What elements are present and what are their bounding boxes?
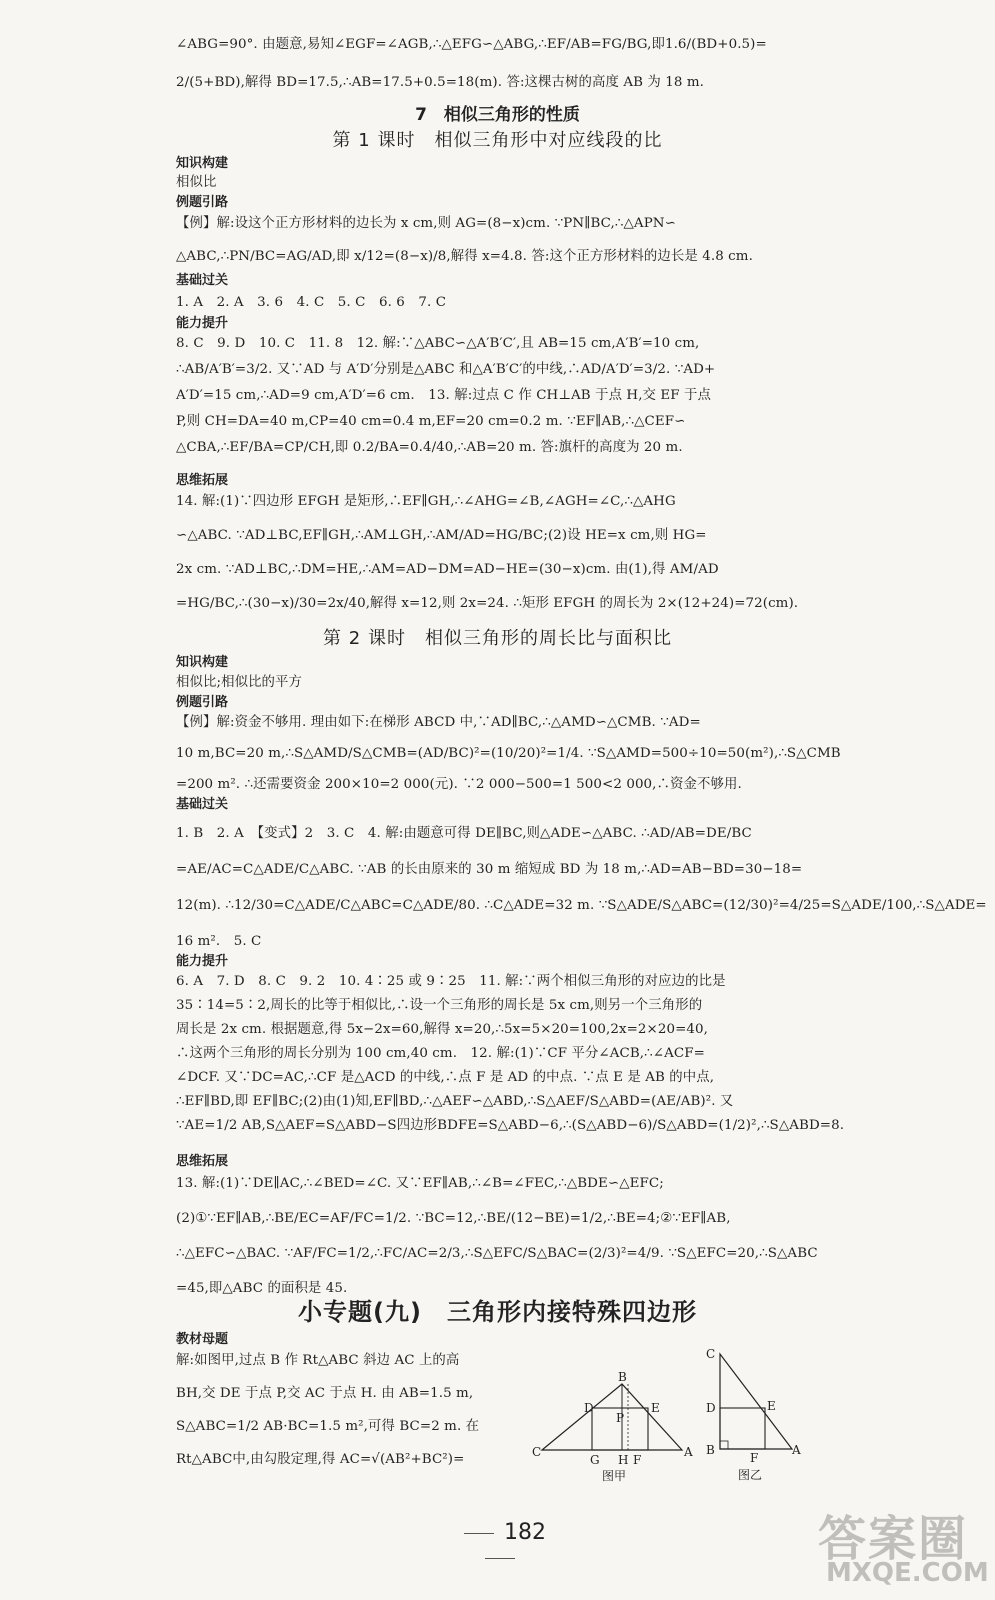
lesson1-title: 第 1 课时 相似三角形中对应线段的比 (332, 130, 663, 151)
label-basic: 基础过关 (176, 273, 229, 288)
top-line: 2/(5+BD),解得 BD=17.5,∴AB=17.5+0.5=18(m). 答:这棵古树的高度 AB 为 18 m. (176, 75, 705, 90)
watermark-url: MXQE.COM (826, 1558, 989, 1588)
fig-a-caption: 图甲 (602, 1469, 627, 1483)
ability-line: 8. C 9. D 10. C 11. 8 12. 解:∵△ABC∽△A′B′C′,且 AB=15 cm,A′B′=10 cm, (176, 336, 700, 351)
label-thinking-2: 思维拓展 (176, 1154, 229, 1169)
fig-b-pt-e: E (767, 1399, 776, 1413)
figure-a (532, 1372, 692, 1488)
ability2-line: ∠DCF. 又∵DC=AC,∴CF 是△ACD 的中线,∴点 F 是 AD 的中点. ∵点 E 是 AB 的中点, (176, 1070, 715, 1085)
basic2-line: =AE/AC=C△ADE/C△ABC. ∵AB 的长由原来的 30 m 缩短成 BD 为 18 m,∴AD=AB−BD=30−18= (176, 862, 803, 877)
watermark (818, 1500, 989, 1590)
watermark-logo: 答案圈 (818, 1511, 969, 1567)
example-line: 【例】解:设这个正方形材料的边长为 x cm,则 AG=(8−x)cm. ∵PN∥BC,∴△APN∽ (176, 216, 676, 231)
ability2-line: ∴EF∥BD,即 EF∥BC;(2)由(1)知,EF∥BD,∴△AEF∽△ABD,∴S△AEF/S△ABD=(AE/AB)². 又 (176, 1094, 734, 1109)
fig-a-pt-b: B (618, 1370, 627, 1384)
thinking-line: 14. 解:(1)∵四边形 EFGH 是矩形,∴EF∥GH,∴∠AHG=∠B,∠AGH=∠C,∴△AHG (176, 494, 676, 509)
knowledge2-text: 相似比;相似比的平方 (176, 675, 303, 690)
label-basic-2: 基础过关 (176, 797, 229, 812)
fig-b-pt-f: F (750, 1451, 759, 1465)
fig-a-pt-h: H (618, 1453, 629, 1467)
example2-line: =200 m². ∴还需要资金 200×10=2 000(元). ∵2 000−500=1 500<2 000,∴资金不够用. (176, 777, 742, 792)
special-line: Rt△ABC中,由勾股定理,得 AC=√(AB²+BC²)= (176, 1452, 465, 1467)
special-line: S△ABC=1/2 AB·BC=1.5 m²,可得 BC=2 m. 在 (176, 1419, 480, 1434)
label-knowledge-2: 知识构建 (176, 655, 229, 670)
thinking2-line: ∴△EFC∽△BAC. ∵AF/FC=1/2,∴FC/AC=2/3,∴S△EFC/S△BAC=(2/3)²=4/9. ∵S△EFC=20,∴S△ABC (176, 1246, 818, 1261)
basic-answers: 1. A 2. A 3. 6 4. C 5. C 6. 6 7. C (176, 295, 447, 310)
special-line: BH,交 DE 于点 P,交 AC 于点 H. 由 AB=1.5 m, (176, 1386, 474, 1401)
ability2-line: ∵AE=1/2 AB,S△AEF=S△ABD−S四边形BDFE=S△ABD−6,∴(S△ABD−6)/S△ABD=(1/2)²,∴S△ABD=8. (176, 1118, 845, 1133)
fig-a-pt-e: E (651, 1401, 660, 1415)
fig-b-pt-a: A (792, 1443, 801, 1457)
fig-a-pt-a: A (684, 1445, 693, 1459)
thinking-line: 2x cm. ∵AD⊥BC,∴DM=HE,∴AM=AD−DM=AD−HE=(30−x)cm. 由(1),得 AM/AD (176, 562, 719, 577)
fig-b-caption: 图乙 (738, 1468, 763, 1482)
lesson2-title: 第 2 课时 相似三角形的周长比与面积比 (323, 628, 672, 649)
fig-a-pt-c: C (532, 1445, 542, 1459)
fig-b-pt-c: C (706, 1347, 716, 1361)
label-ability-2: 能力提升 (176, 954, 229, 969)
basic2-line: 1. B 2. A 【变式】2 3. C 4. 解:由题意可得 DE∥BC,则△ADE∽△ABC. ∴AD/AB=DE/BC (176, 826, 752, 841)
ability-line: A′D′=15 cm,∴AD=9 cm,A′D′=6 cm. 13. 解:过点 C 作 CH⊥AB 于点 H,交 EF 于点 (176, 388, 712, 403)
thinking-line: =HG/BC,∴(30−x)/30=2x/40,解得 x=12,则 2x=24. ∴矩形 EFGH 的周长为 2×(12+24)=72(cm). (176, 596, 799, 611)
special-line: 解:如图甲,过点 B 作 Rt△ABC 斜边 AC 上的高 (176, 1353, 460, 1368)
fig-b-pt-d: D (706, 1401, 716, 1415)
page-number: 182 (504, 1520, 546, 1545)
fig-a-pt-g: G (590, 1453, 600, 1467)
example-line: △ABC,∴PN/BC=AG/AD,即 x/12=(8−x)/8,解得 x=4.8. 答:这个正方形材料的边长是 4.8 cm. (176, 249, 753, 264)
ability2-line: 周长是 2x cm. 根据题意,得 5x−2x=60,解得 x=20,∴5x=5×20=100,2x=2×20=40, (176, 1022, 709, 1037)
special-title: 小专题(九) 三角形内接特殊四边形 (298, 1298, 697, 1326)
section-title: 7 相似三角形的性质 (415, 105, 580, 125)
fig-a-pt-p: P (616, 1411, 625, 1425)
label-ability: 能力提升 (176, 316, 229, 331)
thinking-line: ∽△ABC. ∵AD⊥BC,EF∥GH,∴AM⊥GH,∴AM/AD=HG/BC;(2)设 HE=x cm,则 HG= (176, 528, 707, 543)
fig-a-pt-d: D (584, 1401, 594, 1415)
ability2-line: ∴这两个三角形的周长分别为 100 cm,40 cm. 12. 解:(1)∵CF 平分∠ACB,∴∠ACF= (176, 1046, 705, 1061)
example2-line: 10 m,BC=20 m,∴S△AMD/S△CMB=(AD/BC)²=(10/20)²=1/4. ∵S△AMD=500÷10=50(m²),∴S△CMB (176, 746, 841, 761)
thinking2-line: =45,即△ABC 的面积是 45. (176, 1281, 348, 1296)
ability2-line: 6. A 7. D 8. C 9. 2 10. 4∶25 或 9∶25 11. 解:∵两个相似三角形的对应边的比是 (176, 974, 726, 989)
knowledge-text: 相似比 (176, 175, 217, 190)
ability-line: △CBA,∴EF/BA=CP/CH,即 0.2/BA=0.4/40,∴AB=20 m. 答:旗杆的高度为 20 m. (176, 440, 683, 455)
fig-b-pt-b: B (706, 1443, 715, 1457)
label-example: 例题引路 (176, 195, 229, 210)
label-thinking: 思维拓展 (176, 473, 229, 488)
label-knowledge: 知识构建 (176, 156, 229, 171)
example2-line: 【例】解:资金不够用. 理由如下:在梯形 ABCD 中,∵AD∥BC,∴△AMD∽△CMB. ∵AD= (176, 715, 701, 730)
ability-line: P,则 CH=DA=40 m,CP=40 cm=0.4 m,EF=20 cm=0.2 m. ∵EF∥AB,∴△CEF∽ (176, 414, 686, 429)
label-textbook: 教材母题 (176, 1332, 229, 1347)
thinking2-line: (2)①∵EF∥AB,∴BE/EC=AF/FC=1/2. ∵BC=12,∴BE/(12−BE)=1/2,∴BE=4;②∵EF∥AB, (176, 1211, 731, 1226)
label-example-2: 例题引路 (176, 695, 229, 710)
fig-a-pt-f: F (633, 1453, 642, 1467)
basic2-line: 16 m². 5. C (176, 934, 262, 949)
ability-line: ∴AB/A′B′=3/2. 又∵AD 与 A′D′分别是△ABC 和△A′B′C′的中线,∴AD/A′D′=3/2. ∵AD+ (176, 362, 716, 377)
page-number-wrap (440, 1520, 560, 1570)
figure-b (700, 1344, 810, 1489)
ability2-line: 35∶14=5∶2,周长的比等于相似比,∴设一个三角形的周长是 5x cm,则另一个三角形的 (176, 998, 703, 1013)
thinking2-line: 13. 解:(1)∵DE∥AC,∴∠BED=∠C. 又∵EF∥AB,∴∠B=∠FEC,∴△BDE∽△EFC; (176, 1176, 664, 1191)
top-line: ∠ABG=90°. 由题意,易知∠EGF=∠AGB,∴△EFG∽△ABG,∴EF/AB=FG/BG,即1.6/(BD+0.5)= (176, 37, 767, 52)
basic2-line: 12(m). ∴12/30=C△ADE/C△ABC=C△ADE/80. ∴C△ADE=32 m. ∵S△ADE/S△ABC=(12/30)²=4/25=S△ADE/100,∴S△ADE= (176, 898, 987, 913)
